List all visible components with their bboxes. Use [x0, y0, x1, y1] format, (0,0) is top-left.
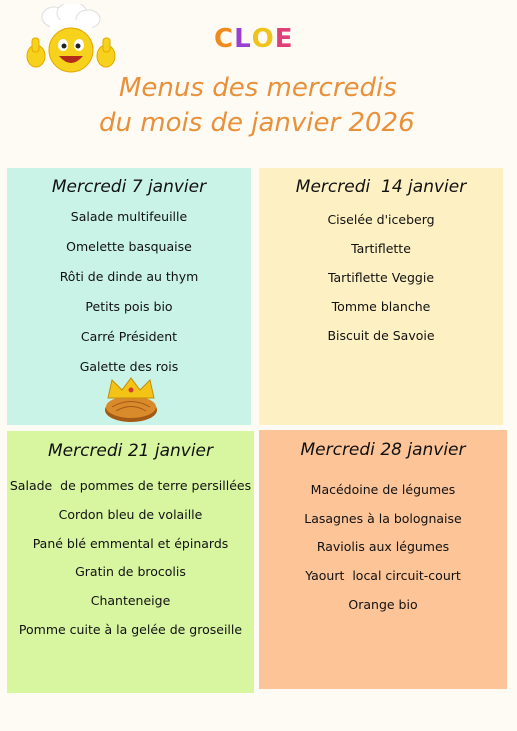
menu-list — [259, 205, 503, 350]
menu-heading: Mercredi 14 janvier — [295, 177, 467, 197]
logo-letter: C — [214, 24, 235, 54]
menu-item: Galette des rois — [79, 359, 179, 374]
galette-crown-icon — [102, 376, 160, 424]
menu-item: Lasagnes à la bolognaise — [304, 510, 462, 526]
menu-item: Cordon bleu de volaille — [58, 506, 203, 522]
menu-item: Tomme blanche — [331, 299, 431, 314]
menu-item: Pané blé emmental et épinards — [32, 535, 229, 551]
menu-heading: Mercredi 28 janvier — [300, 440, 466, 460]
page-title-line2: du mois de janvier 2026 — [99, 108, 415, 138]
menu-panel-28-janvier — [259, 430, 507, 689]
menu-item: Ciselée d'iceberg — [327, 212, 435, 227]
cloe-logo — [214, 24, 294, 54]
menu-heading: Mercredi 21 janvier — [47, 441, 213, 461]
page-title-line1: Menus des mercredis — [119, 73, 397, 103]
menu-item: Macédoine de légumes — [310, 482, 456, 497]
menu-item: Carré Président — [80, 329, 178, 344]
menu-item: Petits pois bio — [85, 299, 173, 314]
menu-item: Salade de pommes de terre persillées — [9, 478, 252, 493]
menu-item: Chanteneige — [90, 593, 171, 609]
menu-list — [7, 472, 254, 645]
menu-item: Gratin de brocolis — [75, 564, 186, 580]
menu-heading: Mercredi 7 janvier — [51, 177, 207, 197]
chef-smiley-icon — [24, 4, 118, 80]
menu-list — [7, 202, 251, 382]
menu-item: Tartiflette Veggie — [327, 270, 435, 285]
menu-item: Biscuit de Savoie — [327, 328, 435, 343]
menu-item: Rôti de dinde au thym — [59, 269, 199, 284]
menu-panel-7-janvier — [7, 168, 251, 425]
menu-item: Tartiflette — [351, 241, 411, 256]
logo-letter: E — [274, 24, 294, 54]
menu-list — [259, 476, 507, 619]
menu-item: Orange bio — [348, 596, 418, 612]
menu-item: Salade multifeuille — [70, 209, 188, 224]
menu-panel-21-janvier — [7, 431, 254, 693]
logo-letter: O — [251, 24, 275, 54]
menu-item: Raviolis aux légumes — [316, 539, 450, 555]
menu-item: Yaourt local circuit-court — [305, 568, 461, 584]
menu-panel-14-janvier — [259, 168, 503, 425]
menu-item: Omelette basquaise — [66, 239, 192, 254]
logo-letter: L — [234, 24, 252, 54]
menu-item: Pomme cuite à la gelée de groseille — [18, 621, 243, 637]
